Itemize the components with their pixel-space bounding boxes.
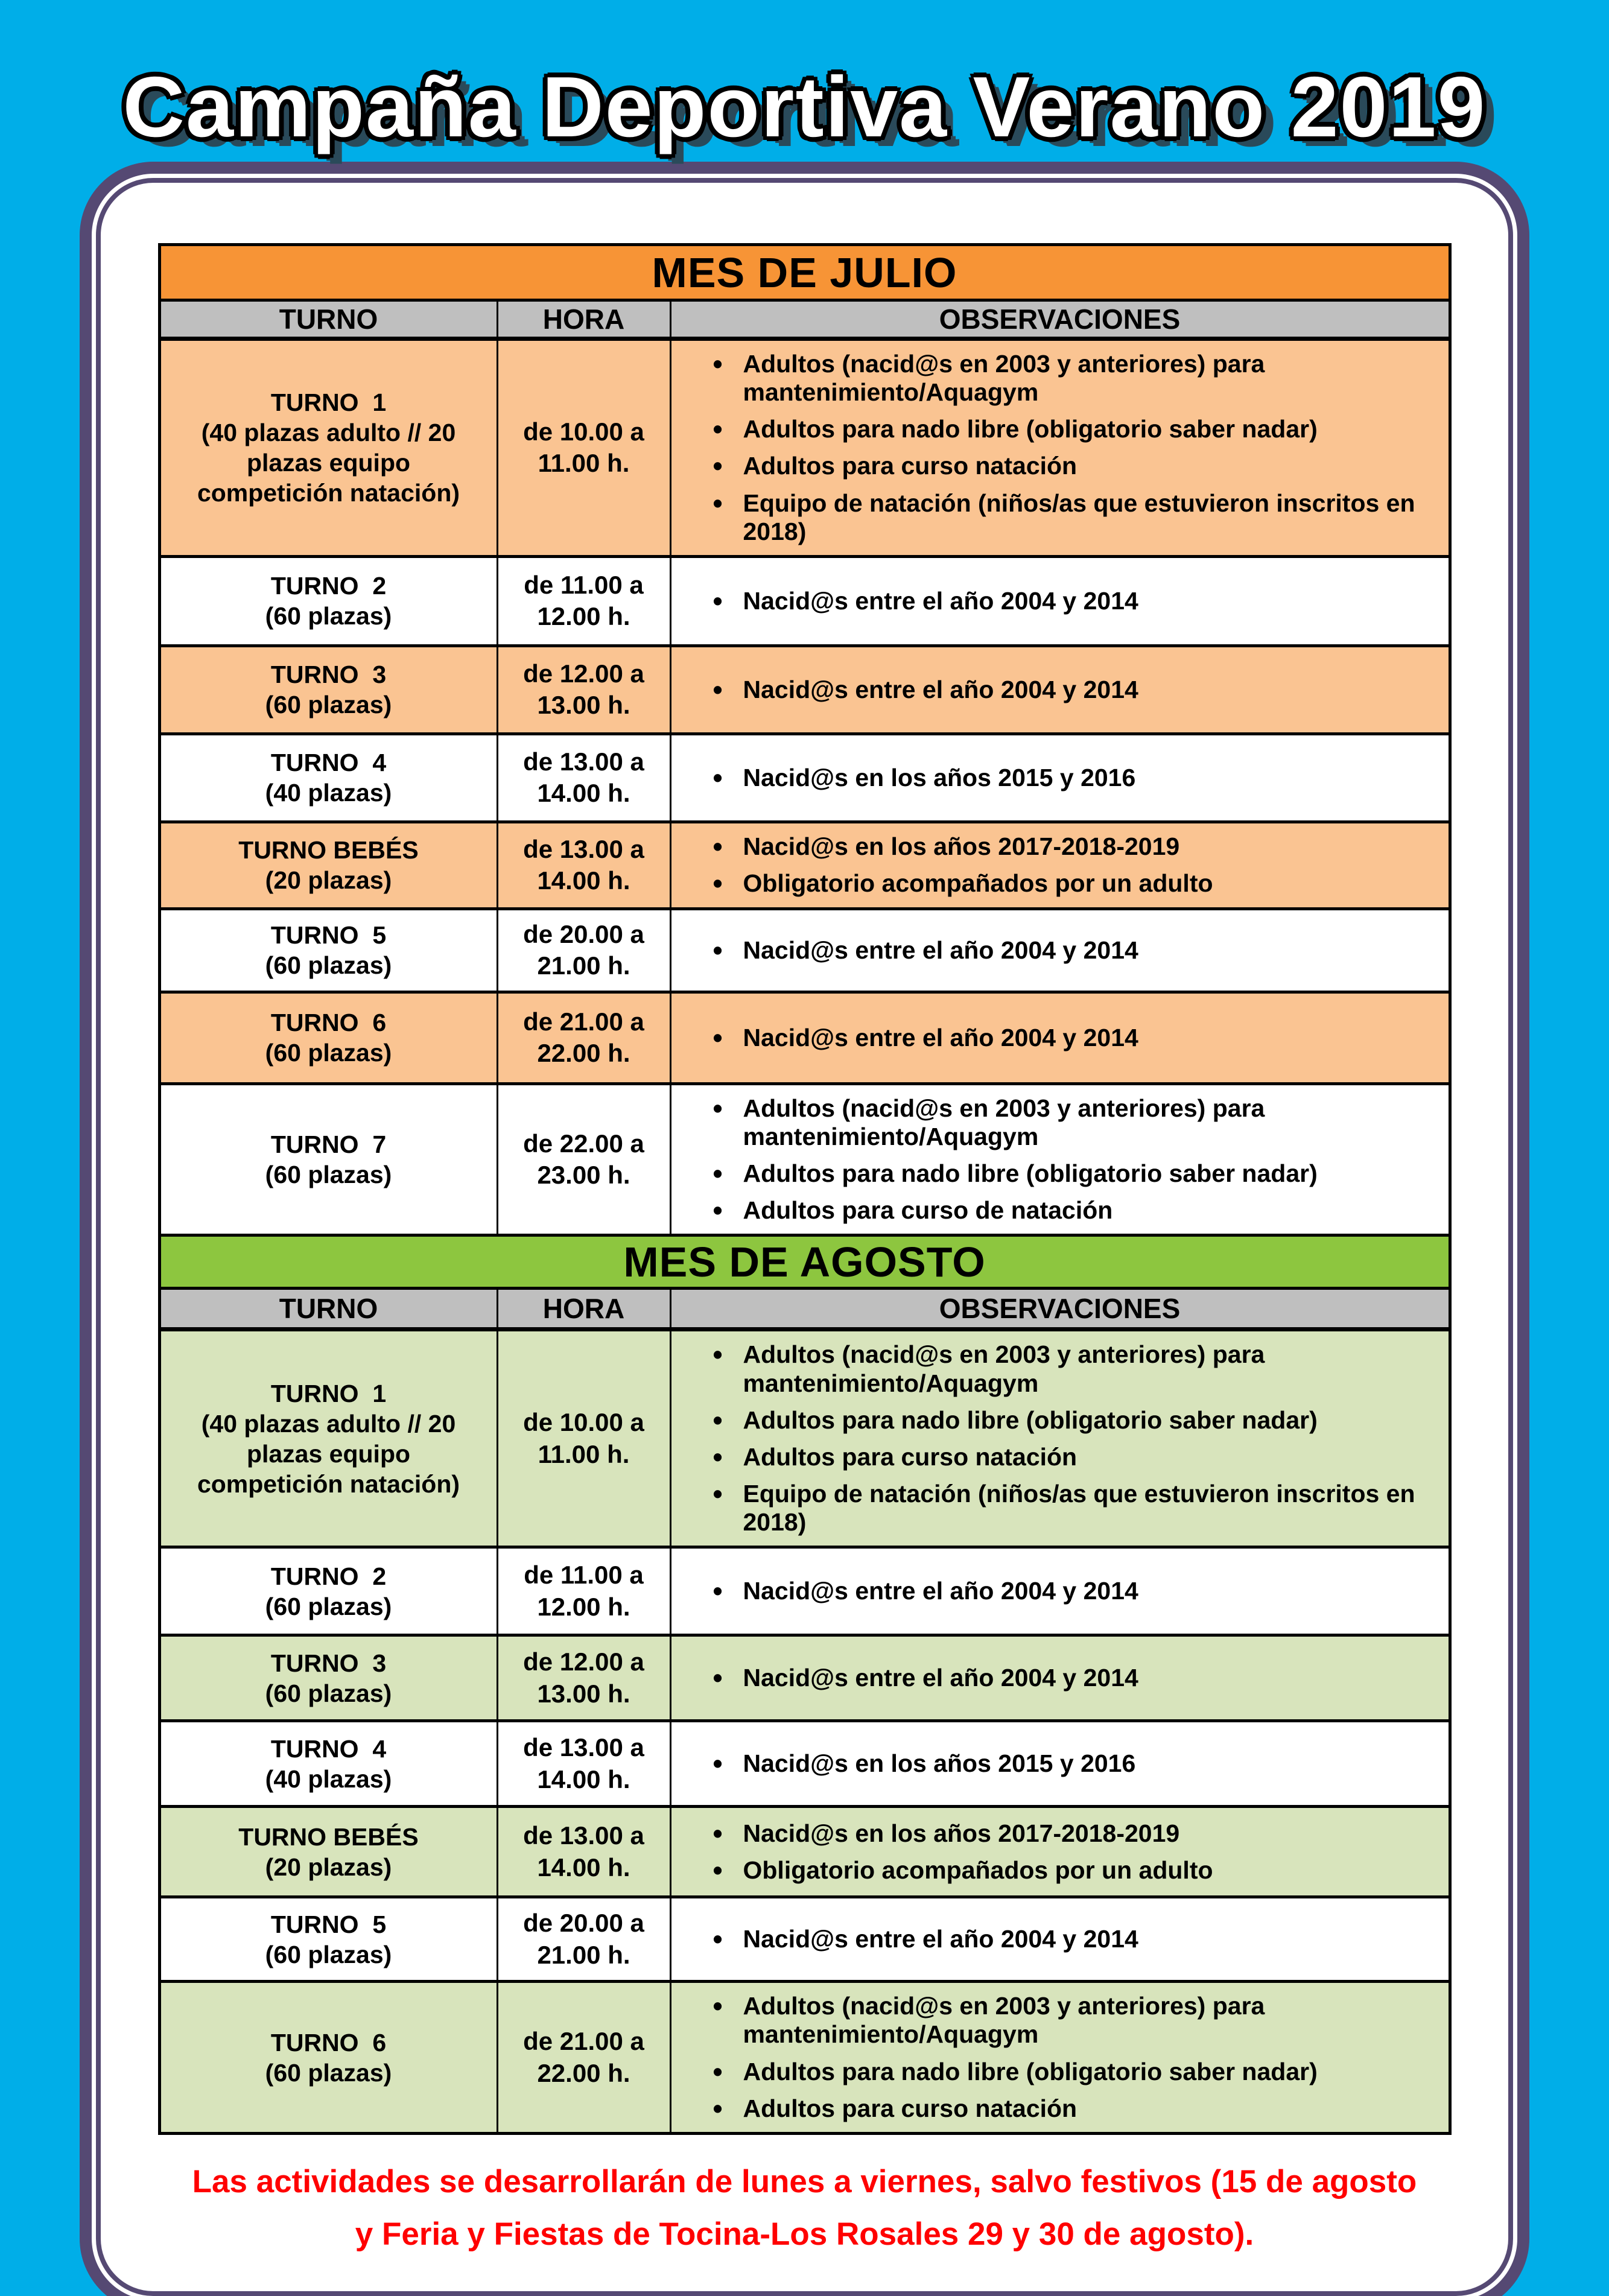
observaciones-cell (670, 909, 1450, 992)
observacion-item: • Adultos para nado libre (obligatorio saber nadar) (711, 1406, 1433, 1435)
turno-cell (159, 1330, 497, 1547)
table-row (159, 1547, 1450, 1635)
table-row (159, 909, 1450, 992)
turno-detail: (20 plazas) (265, 866, 392, 895)
schedule-table (158, 243, 1452, 2135)
observacion-item: • Nacid@s entre el año 2004 y 2014 (711, 676, 1433, 704)
turno-cell (159, 1721, 497, 1807)
turno-detail: (20 plazas) (265, 1853, 392, 1881)
observacion-item: • Nacid@s en los años 2015 y 2016 (711, 764, 1433, 792)
observaciones-cell (670, 1721, 1450, 1807)
observacion-item: • Adultos (nacid@s en 2003 y anteriores) para mantenimiento/Aquagym (711, 350, 1433, 407)
observacion-item: • Adultos (nacid@s en 2003 y anteriores) para mantenimiento/Aquagym (711, 1992, 1433, 2049)
observacion-item: • Nacid@s entre el año 2004 y 2014 (711, 1024, 1433, 1052)
observacion-item: • Adultos para curso de natación (711, 1196, 1433, 1225)
observaciones-cell (670, 992, 1450, 1083)
turno-label: TURNO 5 (270, 921, 387, 950)
turno-detail: (60 plazas) (265, 691, 392, 719)
observaciones-cell (670, 645, 1450, 734)
footer-note-line: y Feria y Fiestas de Tocina-Los Rosales 29 y 30 de agosto). (355, 2216, 1254, 2253)
table-row (159, 1330, 1450, 1547)
turno-cell (159, 1547, 497, 1635)
hora-cell: de 13.00 a 14.00 h. (497, 1807, 670, 1897)
column-header-observaciones: OBSERVACIONES (670, 300, 1450, 339)
observaciones-list (672, 350, 1448, 546)
hora-cell: de 10.00 a 11.00 h. (497, 339, 670, 557)
observaciones-cell (670, 1897, 1450, 1982)
table-row (159, 822, 1450, 909)
turno-cell (159, 909, 497, 992)
turno-label: TURNO 4 (270, 1734, 387, 1763)
table-row (159, 734, 1450, 822)
table-row (159, 339, 1450, 557)
schedule-card (96, 178, 1513, 2296)
observaciones-cell (670, 1330, 1450, 1547)
footer-note-line: Las actividades se desarrollarán de lunes a viernes, salvo festivos (15 de agosto (192, 2163, 1417, 2199)
turno-label: TURNO 6 (270, 2028, 387, 2057)
observaciones-list (672, 1094, 1448, 1225)
hora-cell: de 12.00 a 13.00 h. (497, 1635, 670, 1721)
turno-cell (159, 1635, 497, 1721)
turno-detail: (40 plazas adulto // 20 plazas equipo competición natación) (197, 1409, 460, 1498)
turno-detail: (40 plazas) (265, 779, 392, 807)
observaciones-list (672, 936, 1448, 965)
poster-title-text: Campaña Deportiva Verano 2019 (122, 59, 1487, 155)
table-row (159, 645, 1450, 734)
turno-detail: (60 plazas) (265, 602, 392, 630)
turno-detail: (60 plazas) (265, 1592, 392, 1620)
observacion-item: • Nacid@s entre el año 2004 y 2014 (711, 587, 1433, 615)
hora-cell: de 20.00 a 21.00 h. (497, 909, 670, 992)
observaciones-cell (670, 734, 1450, 822)
table-row (159, 992, 1450, 1083)
table-row (159, 1083, 1450, 1235)
observaciones-list (672, 1749, 1448, 1778)
observaciones-list (672, 1925, 1448, 1953)
observaciones-cell (670, 1547, 1450, 1635)
column-header-turno: TURNO (159, 300, 497, 339)
column-header-hora: HORA (497, 1289, 670, 1330)
table-row (159, 1982, 1450, 2134)
hora-cell: de 21.00 a 22.00 h. (497, 992, 670, 1083)
observacion-item: • Nacid@s entre el año 2004 y 2014 (711, 936, 1433, 965)
turno-detail: (40 plazas adulto // 20 plazas equipo competición natación) (197, 419, 460, 507)
turno-detail: (60 plazas) (265, 951, 392, 980)
column-header-hora: HORA (497, 300, 670, 339)
observacion-item: • Nacid@s en los años 2017-2018-2019 (711, 1819, 1433, 1848)
turno-label: TURNO 6 (270, 1009, 387, 1037)
turno-cell (159, 1897, 497, 1982)
table-row (159, 1635, 1450, 1721)
observaciones-list (672, 1664, 1448, 1692)
column-header-row (159, 300, 1450, 339)
turno-cell (159, 1807, 497, 1897)
section-header-july: MES DE JULIO (159, 245, 1450, 300)
turno-detail: (60 plazas) (265, 1679, 392, 1707)
observacion-item: • Adultos para nado libre (obligatorio saber nadar) (711, 415, 1433, 443)
observacion-item: • Nacid@s entre el año 2004 y 2014 (711, 1664, 1433, 1692)
turno-cell (159, 645, 497, 734)
column-header-turno: TURNO (159, 1289, 497, 1330)
observaciones-cell (670, 822, 1450, 909)
turno-cell (159, 1982, 497, 2134)
observacion-item: • Obligatorio acompañados por un adulto (711, 1856, 1433, 1885)
observaciones-cell (670, 1982, 1450, 2134)
turno-label: TURNO 3 (270, 1649, 387, 1677)
observacion-item: • Nacid@s en los años 2017-2018-2019 (711, 832, 1433, 861)
observacion-item: • Equipo de natación (niños/as que estuvieron inscritos en 2018) (711, 489, 1433, 546)
turno-label: TURNO 7 (270, 1131, 387, 1159)
observaciones-cell (670, 1635, 1450, 1721)
column-header-row (159, 1289, 1450, 1330)
turno-detail: (60 plazas) (265, 2058, 392, 2087)
footer-note (111, 2155, 1499, 2261)
turno-label: TURNO BEBÉS (238, 836, 419, 864)
observaciones-cell (670, 1807, 1450, 1897)
observacion-item: • Nacid@s en los años 2015 y 2016 (711, 1749, 1433, 1778)
table-row (159, 1897, 1450, 1982)
observacion-item: • Adultos para nado libre (obligatorio saber nadar) (711, 2058, 1433, 2086)
turno-detail: (40 plazas) (265, 1765, 392, 1793)
turno-cell (159, 339, 497, 557)
observaciones-list (672, 1340, 1448, 1536)
observaciones-list (672, 587, 1448, 615)
observacion-item: • Nacid@s entre el año 2004 y 2014 (711, 1925, 1433, 1953)
observaciones-list (672, 1819, 1448, 1885)
turno-label: TURNO BEBÉS (238, 1822, 419, 1851)
observaciones-list (672, 1577, 1448, 1605)
hora-cell: de 11.00 a 12.00 h. (497, 556, 670, 645)
hora-cell: de 11.00 a 12.00 h. (497, 1547, 670, 1635)
observacion-item: • Adultos (nacid@s en 2003 y anteriores) para mantenimiento/Aquagym (711, 1340, 1433, 1397)
hora-cell: de 22.00 a 23.00 h. (497, 1083, 670, 1235)
observaciones-list (672, 676, 1448, 704)
turno-label: TURNO 2 (270, 572, 387, 600)
observacion-item: • Obligatorio acompañados por un adulto (711, 869, 1433, 898)
hora-cell: de 21.00 a 22.00 h. (497, 1982, 670, 2134)
observacion-item: • Adultos para curso natación (711, 1443, 1433, 1471)
observacion-item: • Nacid@s entre el año 2004 y 2014 (711, 1577, 1433, 1605)
hora-cell: de 13.00 a 14.00 h. (497, 1721, 670, 1807)
observacion-item: • Adultos para nado libre (obligatorio saber nadar) (711, 1159, 1433, 1188)
turno-label: TURNO 5 (270, 1910, 387, 1938)
observacion-item: • Adultos (nacid@s en 2003 y anteriores) para mantenimiento/Aquagym (711, 1094, 1433, 1151)
column-header-observaciones: OBSERVACIONES (670, 1289, 1450, 1330)
turno-cell (159, 1083, 497, 1235)
observaciones-cell (670, 556, 1450, 645)
turno-label: TURNO 4 (270, 749, 387, 777)
turno-label: TURNO 3 (270, 661, 387, 689)
observacion-item: • Adultos para curso natación (711, 2095, 1433, 2123)
hora-cell: de 12.00 a 13.00 h. (497, 645, 670, 734)
table-row (159, 556, 1450, 645)
observacion-item: • Equipo de natación (niños/as que estuvieron inscritos en 2018) (711, 1480, 1433, 1536)
turno-detail: (60 plazas) (265, 1940, 392, 1968)
turno-detail: (60 plazas) (265, 1161, 392, 1189)
observaciones-list (672, 1024, 1448, 1052)
observaciones-cell (670, 339, 1450, 557)
section-row-july (159, 245, 1450, 300)
section-header-august: MES DE AGOSTO (159, 1235, 1450, 1289)
turno-label: TURNO 1 (270, 388, 387, 417)
observaciones-list (672, 832, 1448, 898)
hora-cell: de 13.00 a 14.00 h. (497, 822, 670, 909)
turno-label: TURNO 2 (270, 1562, 387, 1590)
observacion-item: • Adultos para curso natación (711, 452, 1433, 480)
turno-cell (159, 734, 497, 822)
hora-cell: de 10.00 a 11.00 h. (497, 1330, 670, 1547)
section-row-august (159, 1235, 1450, 1289)
table-row (159, 1807, 1450, 1897)
observaciones-cell (670, 1083, 1450, 1235)
hora-cell: de 13.00 a 14.00 h. (497, 734, 670, 822)
observaciones-list (672, 1992, 1448, 2123)
turno-label: TURNO 1 (270, 1379, 387, 1407)
hora-cell: de 20.00 a 21.00 h. (497, 1897, 670, 1982)
turno-cell (159, 822, 497, 909)
turno-detail: (60 plazas) (265, 1039, 392, 1067)
turno-cell (159, 556, 497, 645)
observaciones-list (672, 764, 1448, 792)
turno-cell (159, 992, 497, 1083)
poster-title (0, 58, 1609, 157)
table-row (159, 1721, 1450, 1807)
